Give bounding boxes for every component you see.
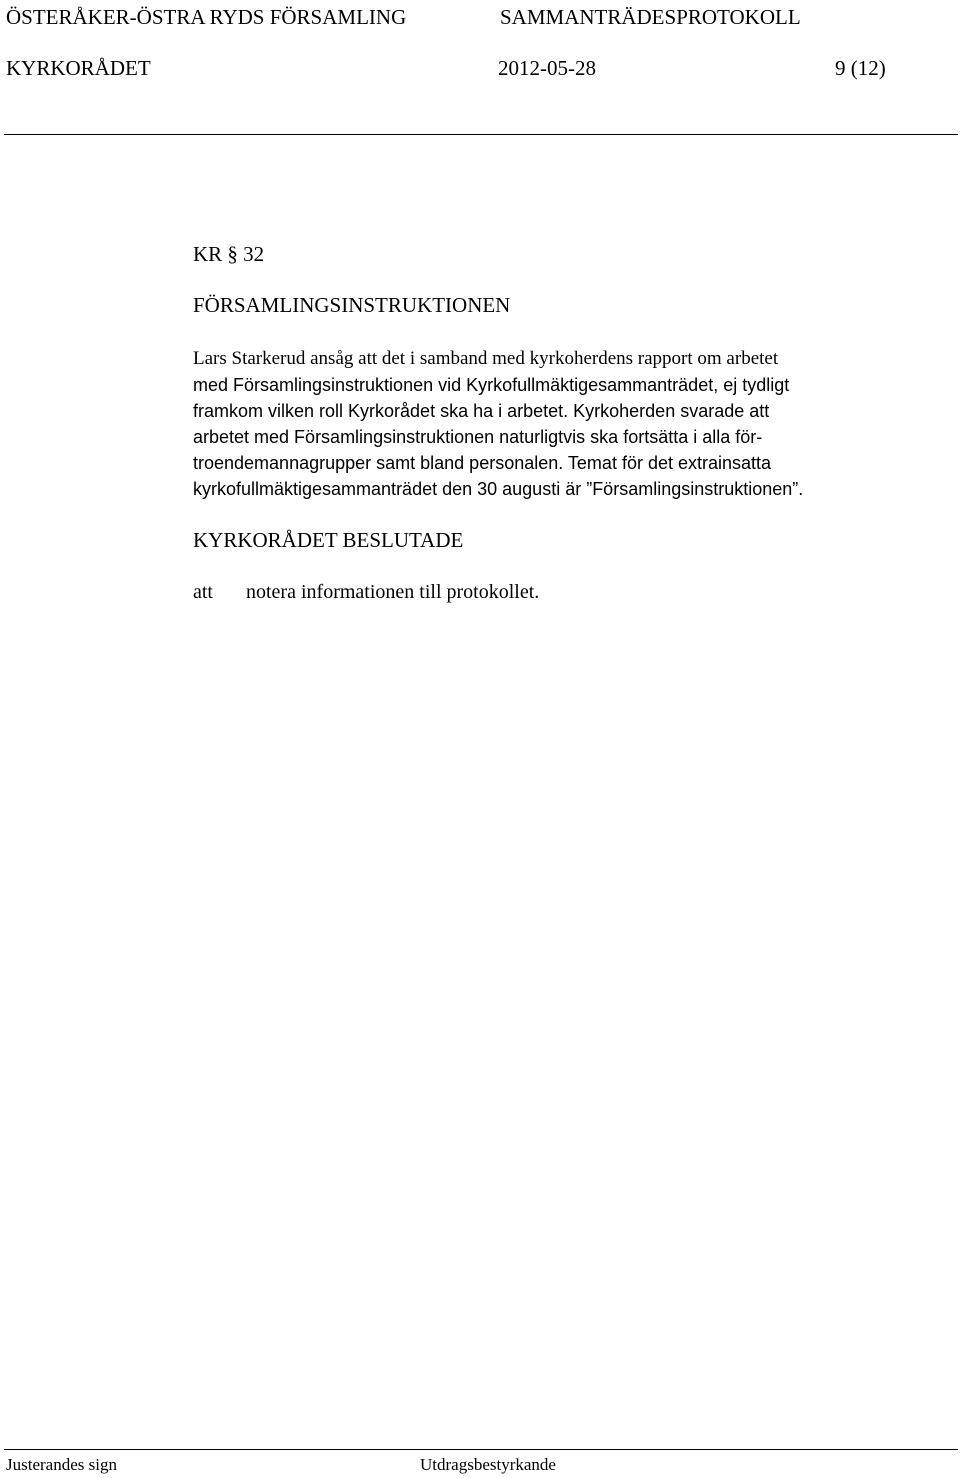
organization-name: ÖSTERÅKER-ÖSTRA RYDS FÖRSAMLING xyxy=(6,5,407,29)
header-divider xyxy=(4,134,958,135)
body-line: troendemannagrupper samt bland personalen. Temat för det extrainsatta xyxy=(193,453,772,473)
meeting-date: 2012-05-28 xyxy=(498,56,596,80)
body-line: arbetet med Församlingsinstruktionen naturligtvis ska fortsätta i alla för- xyxy=(193,427,763,447)
body-line: med Församlingsinstruktionen vid Kyrkofullmäktigesammanträdet, ej tydligt xyxy=(193,375,790,395)
footer-certification-label: Utdragsbestyrkande xyxy=(420,1455,556,1474)
section-title: FÖRSAMLINGSINSTRUKTIONEN xyxy=(193,293,511,317)
section-id: KR § 32 xyxy=(193,242,265,266)
footer-signature-label: Justerandes sign xyxy=(6,1455,117,1474)
decision-text: notera informationen till protokollet. xyxy=(246,581,540,603)
body-line: kyrkofullmäktigesammanträdet den 30 augusti är ”Församlingsinstruktionen”. xyxy=(193,479,804,499)
section-body xyxy=(193,346,923,502)
footer-divider xyxy=(4,1449,958,1450)
body-line: framkom vilken roll Kyrkorådet ska ha i arbetet. Kyrkoherden svarade att xyxy=(193,401,770,421)
board-name: KYRKORÅDET xyxy=(6,56,151,80)
decision-keyword: att xyxy=(193,581,213,603)
document-type: SAMMANTRÄDESPROTOKOLL xyxy=(500,5,801,29)
page-number: 9 (12) xyxy=(835,56,886,80)
decision-heading: KYRKORÅDET BESLUTADE xyxy=(193,528,464,552)
body-line: Lars Starkerud ansåg att det i samband med kyrkoherdens rapport om arbetet xyxy=(193,348,779,369)
